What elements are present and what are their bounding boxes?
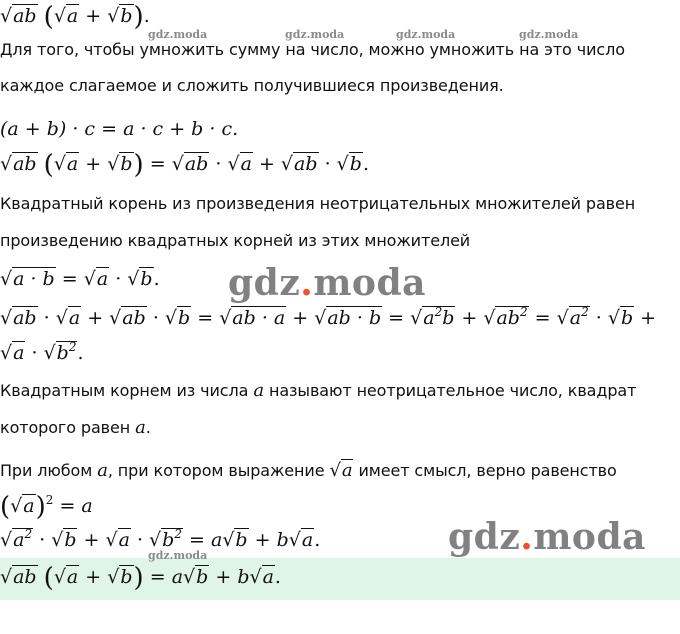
formula-expand: √ab (√a + √b) = √ab · √a + √ab · √b. — [0, 150, 369, 180]
paragraph-line: каждое слагаемое и сложить получившиеся произведения. — [0, 76, 504, 95]
formula-distributive: (a + b) · c = a · c + b · c. — [0, 118, 239, 140]
watermark-logo: gdz.moda — [448, 516, 646, 558]
formula-simplify: $√a^2 \cdot √b + √a \cdot √b^2 = a√b + b√a$. — [0, 527, 321, 551]
sqrt-ab: √ab — [0, 5, 37, 27]
formula-top: √ab (√a + √b). — [0, 2, 150, 32]
paragraph-line: Квадратный корень из произведения неотрицательных множителей равен — [0, 194, 636, 213]
paragraph-line: При любом a, при котором выражение √a имеет смысл, верно равенство — [0, 460, 617, 481]
watermark-small: gdz.moda — [148, 549, 208, 562]
formula-long-1: $√ab \cdot √a + √ab \cdot √b = √ab \cdot a + √ab \cdot b = √a^2b + √ab^2 = √a^2 \cdot √b$ + — [0, 305, 657, 329]
paragraph-line: Для того, чтобы умножить сумму на число, можно умножить на это число — [0, 40, 625, 59]
formula-square-root: $(√a)^2 = a$ — [0, 492, 93, 522]
formula-long-2: $√a \cdot √b^2$. — [0, 340, 84, 364]
watermark-small: gdz.moda — [519, 28, 579, 41]
watermark-small: gdz.moda — [285, 28, 345, 41]
formula-answer: √ab (√a + √b) = a√b + b√a. — [0, 563, 281, 593]
formula-product-root: √a · b = √a · √b. — [0, 268, 160, 290]
paragraph-line: произведению квадратных корней из этих множителей — [0, 231, 471, 250]
sqrt-b: √b — [107, 5, 133, 27]
watermark-small: gdz.moda — [148, 28, 208, 41]
sqrt-a: √a — [53, 5, 79, 27]
watermark-logo: gdz.moda — [228, 262, 426, 304]
watermark-small: gdz.moda — [396, 28, 456, 41]
paragraph-line: Квадратным корнем из числа a называют неотрицательное число, квадрат — [0, 380, 637, 401]
paragraph-line: которого равен a. — [0, 417, 151, 438]
